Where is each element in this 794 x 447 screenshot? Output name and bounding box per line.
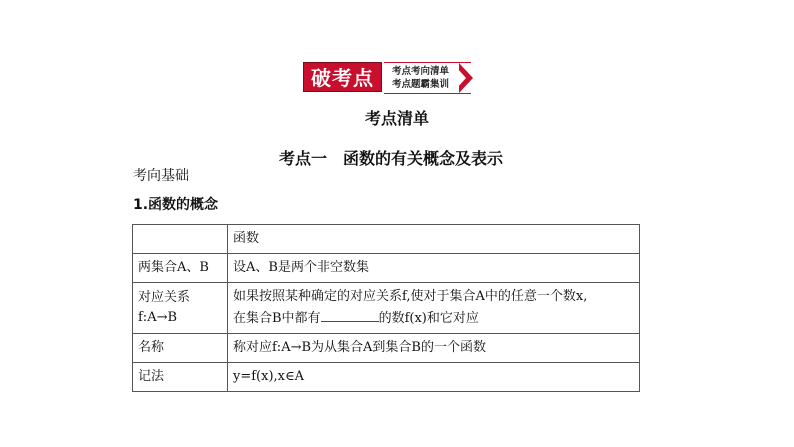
topic-title: 1.函数的概念 bbox=[133, 197, 219, 213]
banner-subtitle-line1: 考点考向清单 bbox=[392, 66, 450, 77]
row-text: 称对应f:A→B为从集合A到集合B的一个函数 bbox=[228, 334, 640, 363]
table-row bbox=[133, 334, 640, 363]
subsection-title: 考向基础 bbox=[133, 168, 189, 184]
row-text-after-blank: 的数f(x)和它对应 bbox=[378, 311, 479, 326]
row-label: 名称 bbox=[133, 334, 228, 363]
section-title: 考点一 函数的有关概念及表示 bbox=[279, 149, 504, 168]
section-banner bbox=[303, 62, 471, 92]
row-label-line2: f:A→B bbox=[138, 310, 178, 325]
table-header-cell: 函数 bbox=[228, 225, 640, 254]
row-text-line1: 如果按照某种确定的对应关系f,使对于集合A中的任意一个数x, bbox=[233, 289, 588, 304]
banner-subtitle bbox=[384, 62, 471, 94]
banner-badge: 破考点 bbox=[303, 62, 382, 92]
row-label: 两集合A、B bbox=[133, 254, 228, 283]
row-label: 记法 bbox=[133, 363, 228, 392]
arrow-inner-icon bbox=[457, 68, 466, 88]
table-row bbox=[133, 363, 640, 392]
table-header-empty bbox=[133, 225, 228, 254]
row-label-line1: 对应关系 bbox=[138, 290, 191, 305]
row-text-before-blank: 在集合B中都有 bbox=[233, 311, 321, 326]
row-text: y=f(x),x∈A bbox=[228, 363, 640, 392]
row-text: 设A、B是两个非空数集 bbox=[228, 254, 640, 283]
row-text bbox=[228, 283, 640, 334]
fill-blank bbox=[321, 307, 379, 322]
table-row bbox=[133, 254, 640, 283]
concept-table bbox=[132, 224, 640, 392]
row-text-line2 bbox=[233, 307, 634, 329]
table-header-row bbox=[133, 225, 640, 254]
table-row bbox=[133, 283, 640, 334]
banner-subtitle-line2: 考点题霸集训 bbox=[392, 79, 450, 90]
page-title: 考点清单 bbox=[364, 109, 429, 128]
row-label bbox=[133, 283, 228, 334]
